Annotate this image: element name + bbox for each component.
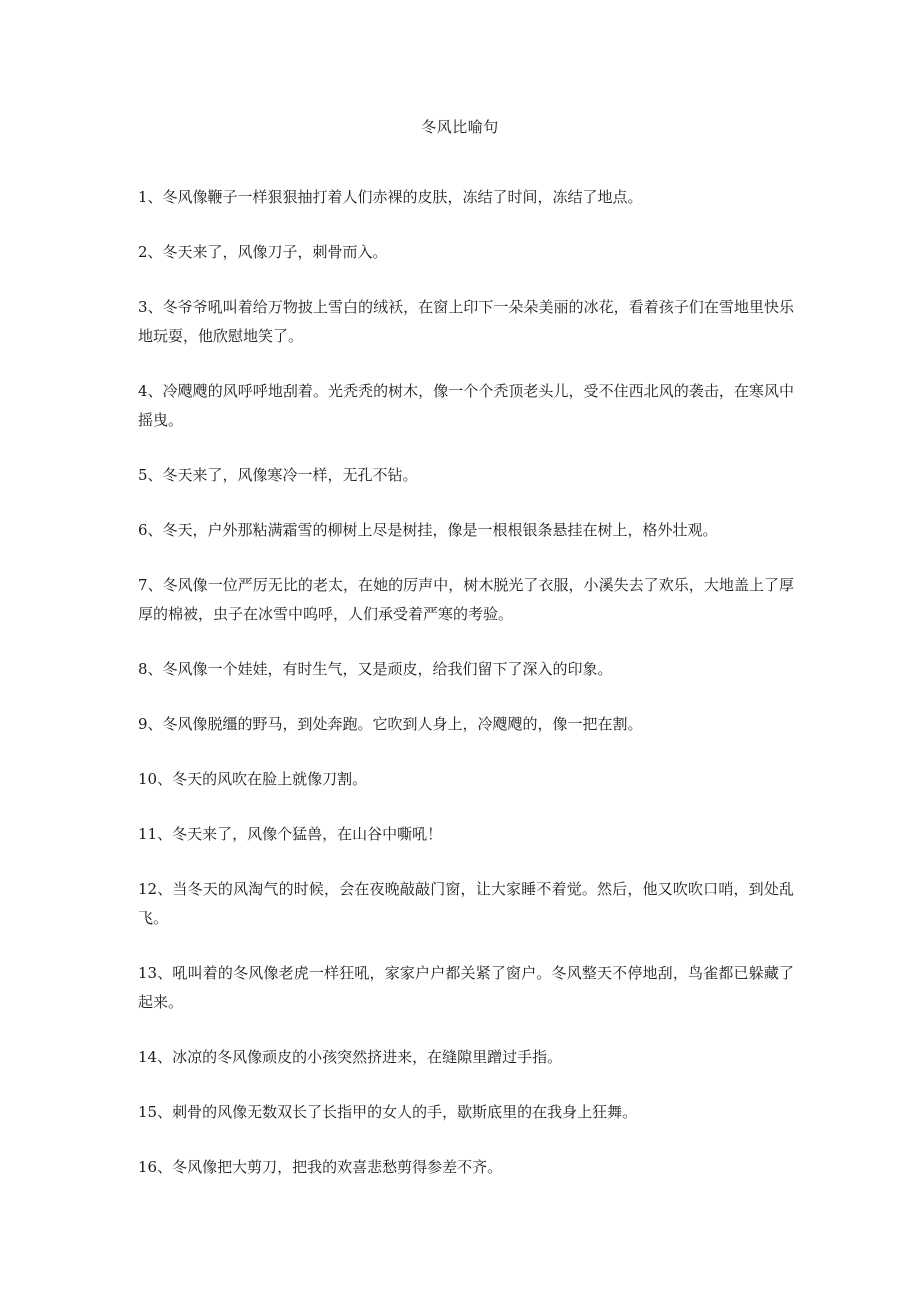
list-item: 1、冬风像鞭子一样狠狠抽打着人们赤裸的皮肤，冻结了时间，冻结了地点。 [138, 188, 643, 206]
list-item: 11、冬天来了，风像个猛兽，在山谷中嘶吼！ [138, 825, 443, 843]
document-title: 冬风比喻句 [421, 118, 499, 136]
list-item: 6、冬天，户外那粘满霜雪的柳树上尽是树挂，像是一根根银条悬挂在树上，格外壮观。 [138, 521, 718, 539]
list-item: 9、冬风像脱缰的野马，到处奔跑。它吹到人身上，冷飕飕的，像一把在割。 [138, 715, 643, 733]
list-item: 5、冬天来了，风像寒冷一样，无孔不钻。 [138, 466, 418, 484]
list-item: 13、吼叫着的冬风像老虎一样狂吼，家家户户都关紧了窗户。冬风整天不停地刮，鸟雀都已躲藏了起来。 [138, 964, 794, 1011]
simile-list [138, 183, 794, 1208]
list-item: 10、冬天的风吹在脸上就像刀割。 [138, 770, 368, 788]
list-item: 7、冬风像一位严厉无比的老太，在她的厉声中，树木脱光了衣服，小溪失去了欢乐，大地盖上了厚厚的棉被，虫子在冰雪中呜呼，人们承受着严寒的考验。 [138, 576, 794, 623]
list-item: 3、冬爷爷吼叫着给万物披上雪白的绒袄，在窗上印下一朵朵美丽的冰花，看着孩子们在雪地里快乐地玩耍，他欣慰地笑了。 [138, 298, 794, 345]
list-item: 14、冰凉的冬风像顽皮的小孩突然挤进来，在缝隙里蹭过手指。 [138, 1048, 563, 1066]
list-item: 2、冬天来了，风像刀子，刺骨而入。 [138, 243, 388, 261]
list-item: 4、冷飕飕的风呼呼地刮着。光秃秃的树木，像一个个秃顶老头儿，受不住西北风的袭击，在寒风中摇曳。 [138, 382, 794, 429]
list-item: 12、当冬天的风淘气的时候，会在夜晚敲敲门窗，让大家睡不着觉。然后，他又吹吹口哨，到处乱飞。 [138, 880, 794, 927]
list-item: 15、刺骨的风像无数双长了长指甲的女人的手，歇斯底里的在我身上狂舞。 [138, 1103, 638, 1121]
list-item: 8、冬风像一个娃娃，有时生气，又是顽皮，给我们留下了深入的印象。 [138, 660, 613, 678]
list-item: 16、冬风像把大剪刀，把我的欢喜悲愁剪得参差不齐。 [138, 1158, 503, 1176]
